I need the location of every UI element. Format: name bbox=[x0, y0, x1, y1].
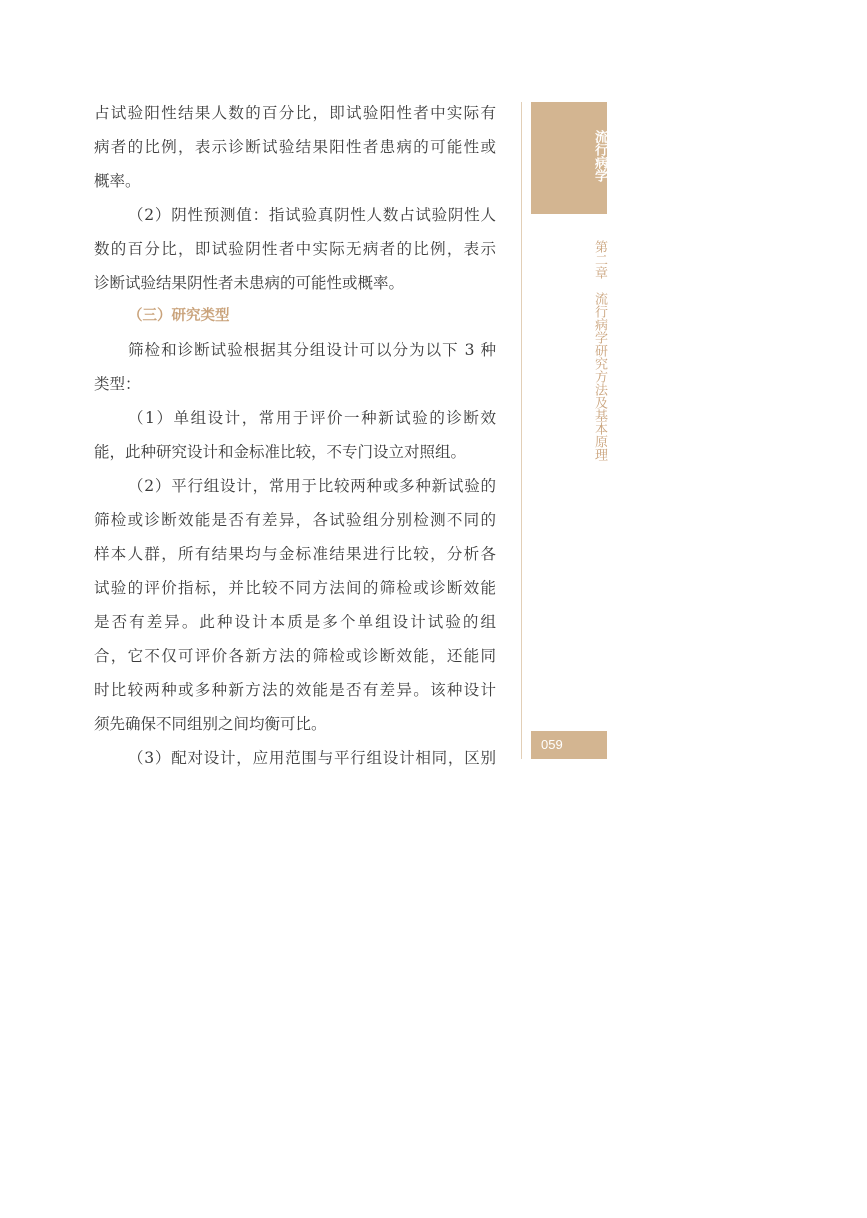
text-line: 须先确保不同组别之间均衡可比。 bbox=[94, 715, 327, 733]
page-number: 059 bbox=[541, 737, 563, 752]
book-title-tab bbox=[531, 102, 607, 214]
text-line: 时比较两种或多种新方法的效能是否有差异。该种设计 bbox=[94, 681, 496, 699]
text-line: 合，它不仅可评价各新方法的筛检或诊断效能，还能同 bbox=[94, 647, 496, 665]
text-line: （1）单组设计，常用于评价一种新试验的诊断效 bbox=[128, 409, 496, 427]
text-line: 病者的比例，表示诊断试验结果阳性者患病的可能性或 bbox=[94, 138, 496, 156]
text-line: （3）配对设计，应用范围与平行组设计相同，区别 bbox=[128, 749, 496, 767]
margin-divider bbox=[521, 102, 522, 759]
page-number-tab bbox=[531, 731, 607, 759]
text-line: 样本人群，所有结果均与金标准结果进行比较，分析各 bbox=[94, 545, 496, 563]
text-line: （2）平行组设计，常用于比较两种或多种新试验的 bbox=[128, 477, 496, 495]
text-line: 诊断试验结果阴性者未患病的可能性或概率。 bbox=[94, 274, 405, 292]
text-line: 类型： bbox=[94, 375, 141, 393]
text-line: 概率。 bbox=[94, 172, 141, 190]
section-heading: （三）研究类型 bbox=[128, 308, 230, 324]
text-line: 是否有差异。此种设计本质是多个单组设计试验的组 bbox=[94, 613, 496, 631]
text-line: 占试验阳性结果人数的百分比，即试验阳性者中实际有 bbox=[94, 104, 496, 122]
chapter-title: 第二章 流行病学研究方法及基本原理 bbox=[592, 240, 607, 461]
text-line: 筛检或诊断效能是否有差异，各试验组分别检测不同的 bbox=[94, 511, 496, 529]
text-line: （2）阴性预测值：指试验真阴性人数占试验阴性人 bbox=[128, 206, 496, 224]
text-line: 数的百分比，即试验阴性者中实际无病者的比例，表示 bbox=[94, 240, 496, 258]
book-title: 流行病学 bbox=[592, 130, 607, 182]
chapter-tab bbox=[531, 240, 607, 500]
text-line: 试验的评价指标，并比较不同方法间的筛检或诊断效能 bbox=[94, 579, 496, 597]
text-line: 能，此种研究设计和金标准比较，不专门设立对照组。 bbox=[94, 443, 467, 461]
text-line: 筛检和诊断试验根据其分组设计可以分为以下 3 种 bbox=[128, 341, 496, 359]
